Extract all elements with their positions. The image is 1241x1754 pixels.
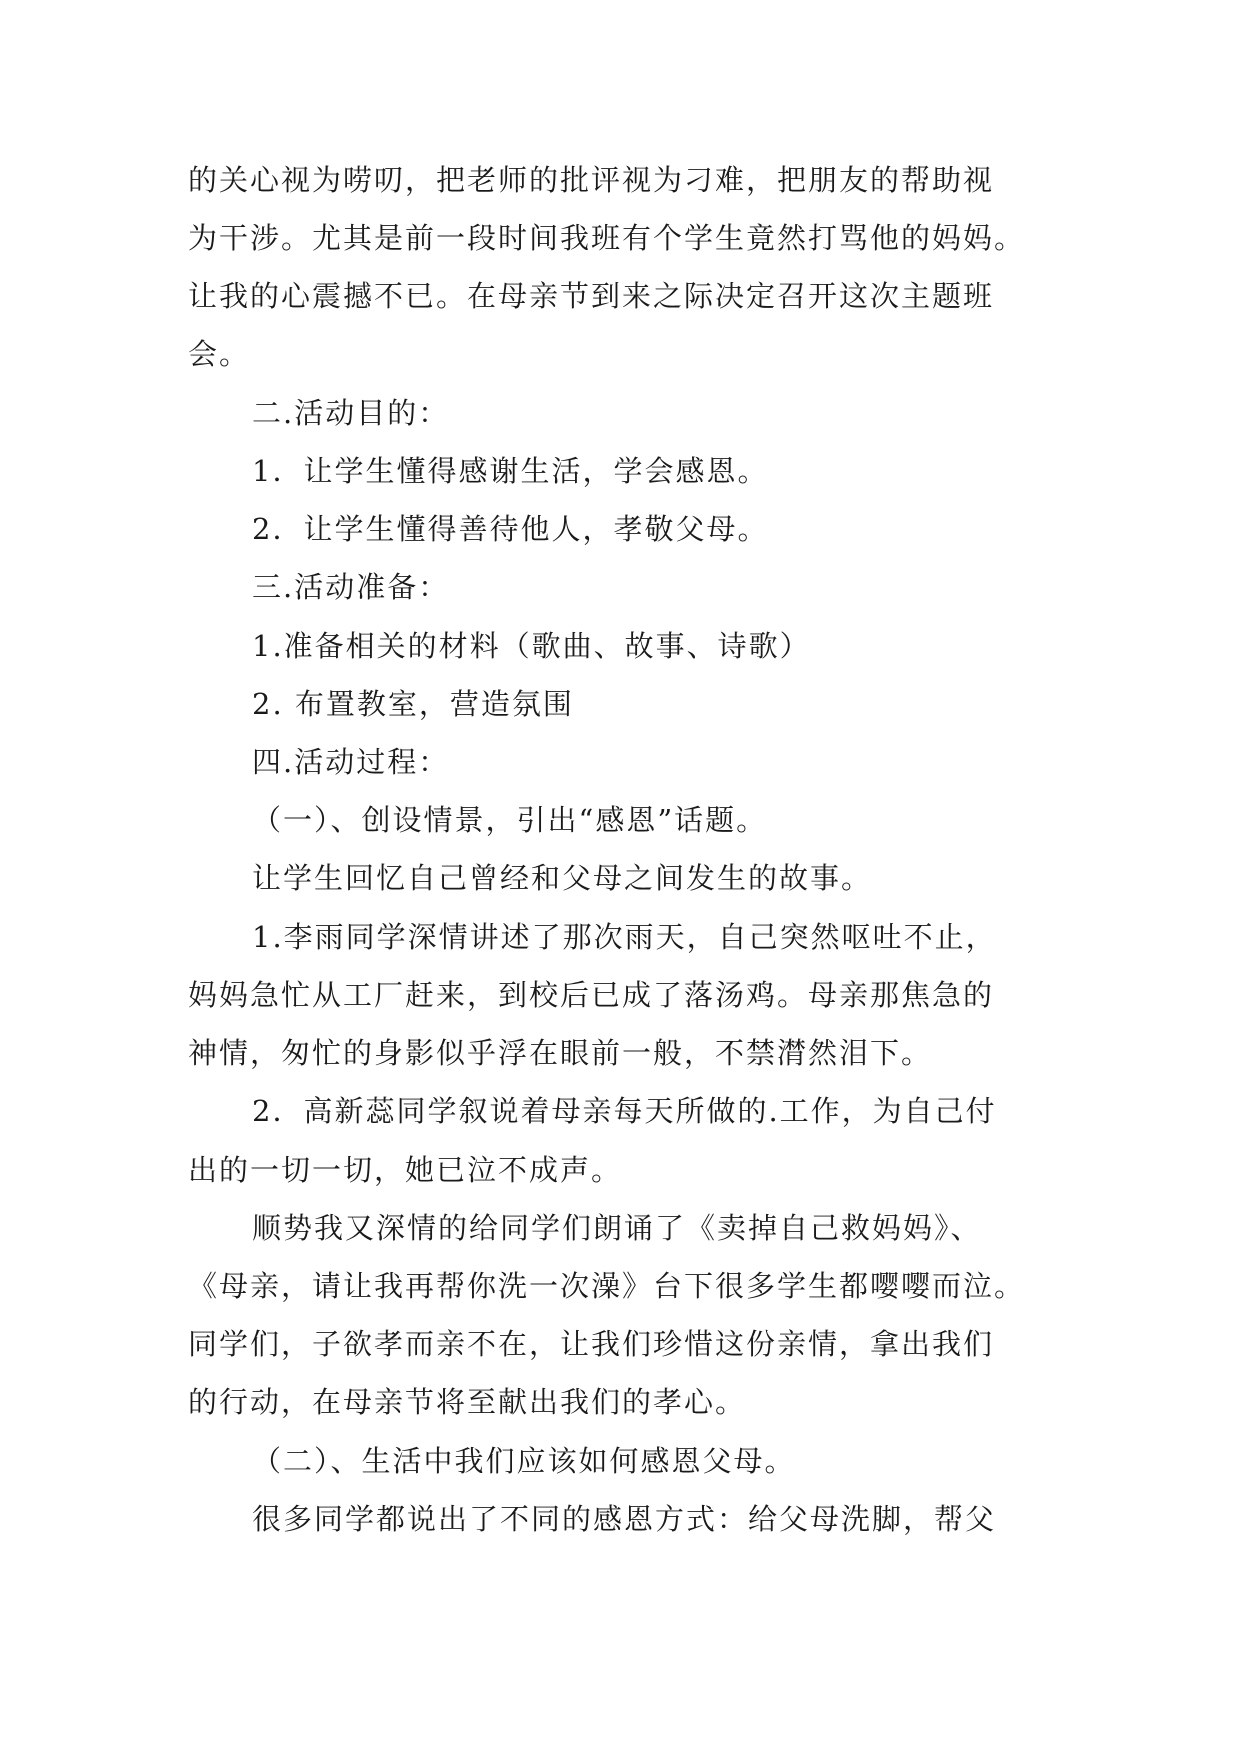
text-line: 的行动，在母亲节将至献出我们的孝心。: [188, 1385, 747, 1419]
text-line: 出的一切一切，她已泣不成声。: [188, 1153, 623, 1187]
subsection-heading: （一）、创设情景，引出“感恩”话题。: [252, 803, 768, 837]
text-line: 让我的心震撼不已。在母亲节到来之际决定召开这次主题班: [188, 279, 995, 313]
text-line: 顺势我又深情的给同学们朗诵了《卖掉自己救妈妈》、: [252, 1211, 982, 1245]
list-item: 1.准备相关的材料（歌曲、故事、诗歌）: [252, 629, 811, 663]
list-item: 1.李雨同学深情讲述了那次雨天，自己突然呕吐不止，: [252, 920, 997, 954]
list-item: 2．高新蕊同学叙说着母亲每天所做的.工作，为自己付: [252, 1094, 997, 1128]
list-item: 1．让学生懂得感谢生活，学会感恩。: [252, 454, 769, 488]
section-heading-goals: 二.活动目的：: [252, 396, 450, 430]
text-line: 妈妈急忙从工厂赶来，到校后已成了落汤鸡。母亲那焦急的: [188, 978, 995, 1012]
text-line: 很多同学都说出了不同的感恩方式：给父母洗脚，帮父: [252, 1502, 997, 1536]
text-line: 让学生回忆自己曾经和父母之间发生的故事。: [252, 861, 873, 895]
text-line: 为干涉。尤其是前一段时间我班有个学生竟然打骂他的妈妈。: [188, 221, 1026, 255]
text-line: 《母亲，请让我再帮你洗一次澡》台下很多学生都嘤嘤而泣。: [188, 1269, 1026, 1303]
text-line: 同学们，子欲孝而亲不在，让我们珍惜这份亲情，拿出我们: [188, 1327, 995, 1361]
text-line: 会。: [188, 337, 251, 371]
list-item: 2. 布置教室，营造氛围: [252, 687, 574, 721]
subsection-heading: （二）、生活中我们应该如何感恩父母。: [252, 1444, 796, 1478]
text-line: 神情，匆忙的身影似乎浮在眼前一般，不禁潸然泪下。: [188, 1036, 933, 1070]
list-item: 2．让学生懂得善待他人，孝敬父母。: [252, 512, 769, 546]
section-heading-process: 四.活动过程：: [252, 745, 450, 779]
text-line: 的关心视为唠叨，把老师的批评视为刁难，把朋友的帮助视: [188, 163, 995, 197]
section-heading-preparation: 三.活动准备：: [252, 570, 450, 604]
